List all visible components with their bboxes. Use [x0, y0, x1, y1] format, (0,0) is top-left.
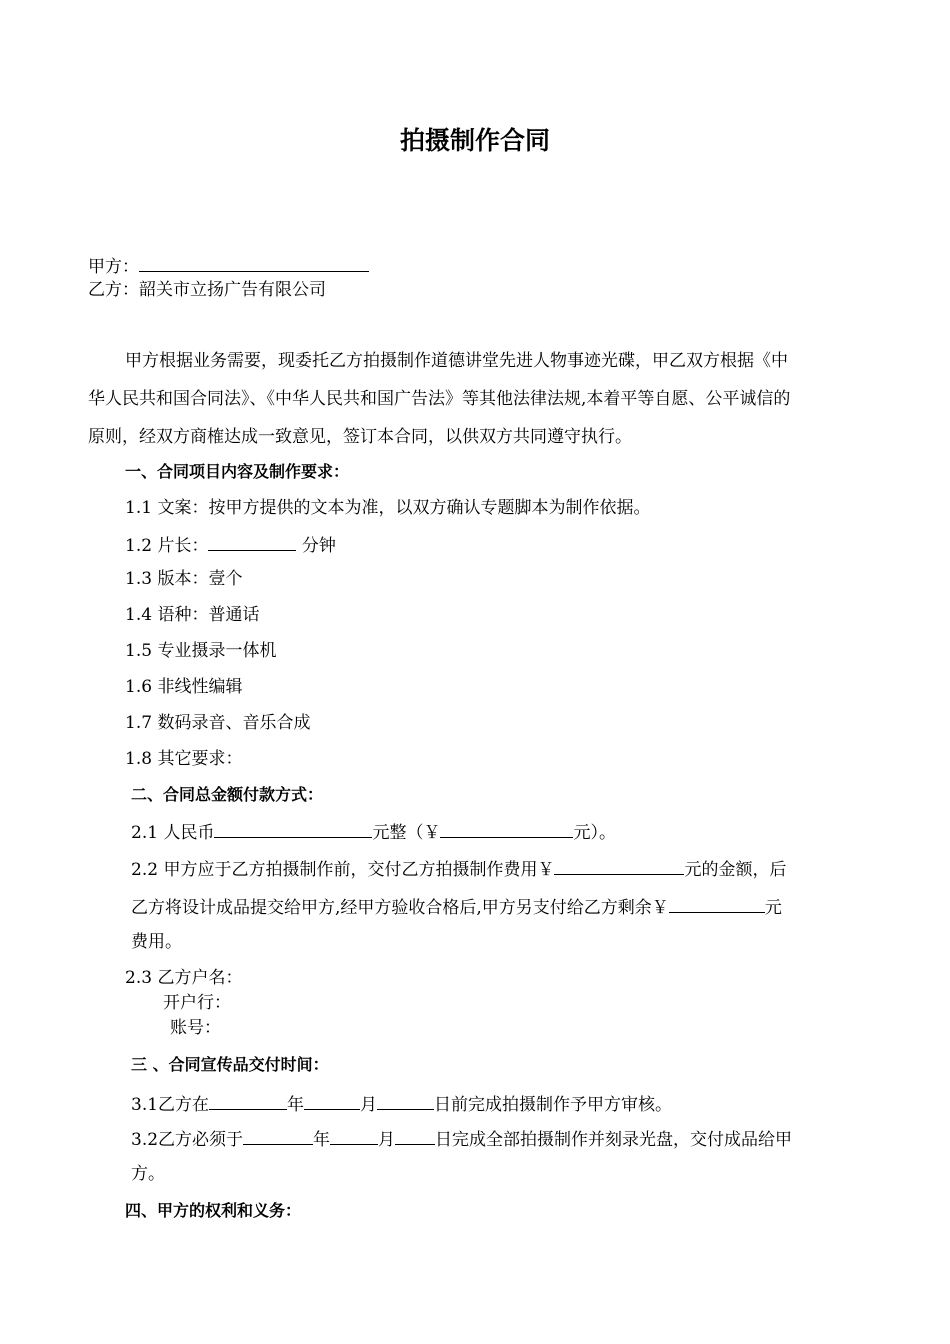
review-day-blank [377, 1092, 434, 1110]
item-1-5: 1.5 专业摄录一体机 [125, 641, 277, 661]
item-2-2-line-2 [131, 895, 782, 919]
party-a-label: 甲方： [88, 257, 139, 277]
party-a-line [88, 254, 369, 278]
item-3-2-text: 日完成全部拍摄制作并刻录光盘，交付成品给甲 [435, 1130, 793, 1150]
item-3-2-line-2: 方。 [131, 1164, 165, 1184]
party-a-blank [139, 254, 369, 272]
item-1-4: 1.4 语种：普通话 [125, 605, 260, 625]
item-1-2-label: 1.2 片长： [125, 536, 209, 556]
intro-line-1: 甲方根据业务需要，现委托乙方拍摄制作道德讲堂先进人物事迹光碟，甲乙双方根据《中 [125, 351, 788, 371]
intro-line-2: 华人民共和国合同法》、《中华人民共和国广告法》等其他法律法规,本着平等自愿、公平诚信的 [88, 389, 791, 409]
item-1-8: 1.8 其它要求： [125, 749, 243, 769]
bank-label: 开户行： [163, 993, 231, 1013]
item-3-1 [131, 1092, 672, 1116]
review-year-blank [209, 1092, 287, 1110]
item-2-1-end: 元）。 [573, 823, 616, 843]
month-label: 月 [378, 1130, 396, 1150]
section1-heading: 一、合同项目内容及制作要求： [125, 462, 350, 481]
section3-heading: 三 、合同宣传品交付时间： [131, 1055, 329, 1074]
item-2-1-label: 2.1 人民币 [131, 823, 215, 843]
delivery-day-blank [395, 1127, 435, 1145]
item-2-3: 2.3 乙方户名： [125, 968, 243, 988]
section2-heading: 二、合同总金额付款方式： [131, 785, 324, 804]
advance-payment-blank [554, 857, 684, 875]
item-3-2-line-1 [131, 1127, 792, 1151]
delivery-year-blank [243, 1127, 313, 1145]
balance-payment-blank [669, 895, 765, 913]
item-2-2-line-1 [131, 857, 786, 881]
item-2-2-text-d: 元 [764, 898, 782, 918]
item-2-2-text-b: 元的金额，后 [684, 860, 787, 880]
item-1-2-unit: 分钟 [301, 536, 336, 556]
intro-line-3: 原则，经双方商榷达成一致意见，签订本合同，以供双方共同遵守执行。 [88, 427, 632, 447]
year-label: 年 [287, 1095, 305, 1115]
delivery-month-blank [330, 1127, 378, 1145]
item-2-2-line-3: 费用。 [131, 932, 182, 952]
item-2-2-text-c: 乙方将设计成品提交给甲方,经甲方验收合格后,甲方另支付给乙方剩余￥ [131, 898, 669, 918]
item-1-6: 1.6 非线性编辑 [125, 677, 243, 697]
document-title: 拍摄制作合同 [399, 126, 550, 155]
film-length-blank [208, 533, 296, 551]
month-label: 月 [360, 1095, 378, 1115]
party-b-line: 乙方：韶关市立扬广告有限公司 [88, 280, 326, 300]
amount-figure-blank [440, 820, 573, 838]
item-3-1-text: 日前完成拍摄制作予甲方审核。 [434, 1095, 673, 1115]
section4-heading: 四、甲方的权利和义务： [125, 1201, 302, 1220]
year-label: 年 [313, 1130, 331, 1150]
amount-words-blank [214, 820, 372, 838]
item-2-2-text-a: 2.2 甲方应于乙方拍摄制作前，交付乙方拍摄制作费用￥ [131, 860, 555, 880]
item-3-2-label: 3.2乙方必须于 [131, 1130, 244, 1150]
item-2-1-middle: 元整（￥ [372, 823, 441, 843]
item-1-3: 1.3 版本：壹个 [125, 569, 243, 589]
item-2-1 [131, 820, 616, 844]
account-label: 账号： [170, 1018, 221, 1038]
item-3-1-label: 3.1乙方在 [131, 1095, 210, 1115]
review-month-blank [304, 1092, 360, 1110]
item-1-1: 1.1 文案：按甲方提供的文本为准，以双方确认专题脚本为制作依据。 [125, 498, 651, 518]
item-1-7: 1.7 数码录音、音乐合成 [125, 713, 311, 733]
item-1-2 [125, 533, 336, 557]
